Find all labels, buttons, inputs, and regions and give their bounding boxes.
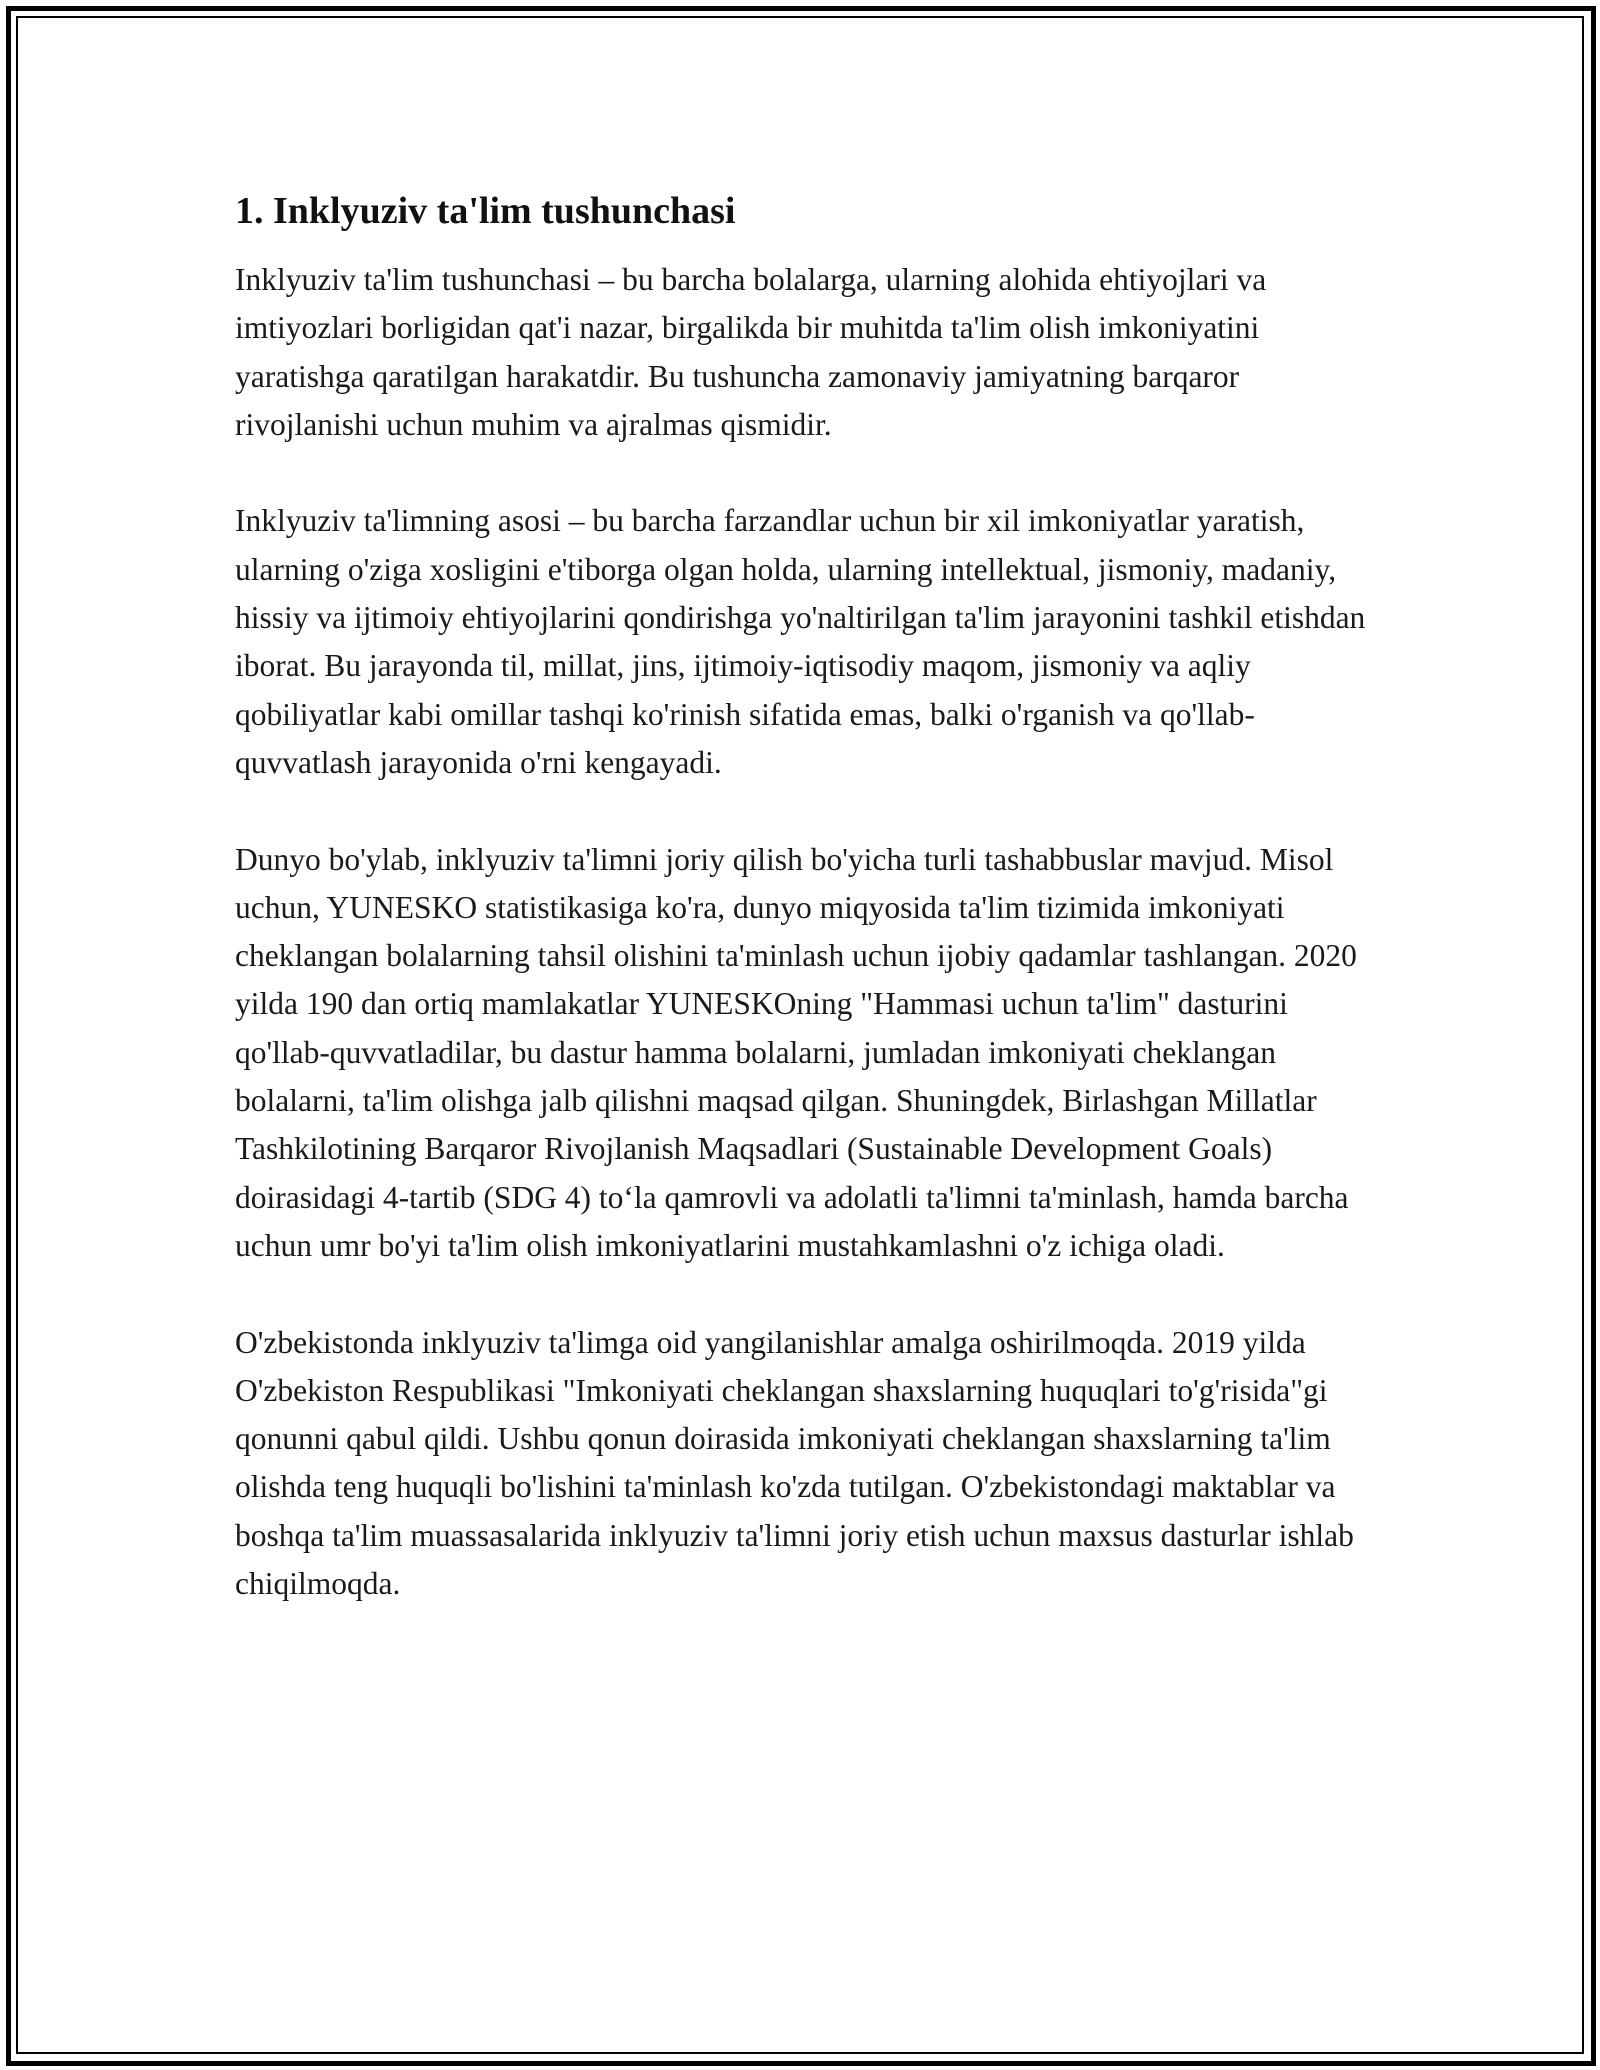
paragraph-definition: Inklyuziv ta'lim tushunchasi – bu barcha bolalarga, ularning alohida ehtiyojlari va imtiyozlari borligidan qat'i nazar, birgalikda bir muhitda ta'lim olish imkoniyatini yaratishga qaratilgan harakatdir. Bu tushuncha zamonaviy jamiyatning barqaror rivojlanishi uchun muhim va ajralmas qismidir. xyxy=(235,262,1267,442)
paragraph-uzbekistan: O'zbekistonda inklyuziv ta'limga oid yangilanishlar amalga oshirilmoqda. 2019 yilda O'zbekiston Respublikasi "Imkoniyati cheklangan shaxslarning huquqlari to'g'risida"gi qonunni qabul qildi. Ushbu qonun doirasida imkoniyati cheklangan shaxslarning ta'lim olishda teng huquqli bo'lishini ta'minlash ko'zda tutilgan. O'zbekistondagi maktablar va boshqa ta'lim muassasalarida inklyuziv ta'limni joriy etish uchun maxsus dasturlar ishlab chiqilmoqda. xyxy=(235,1324,1354,1602)
document-body xyxy=(235,186,1385,1657)
paragraph-global-initiatives: Dunyo bo'ylab, inklyuziv ta'limni joriy qilish bo'yicha turli tashabbuslar mavjud. Misol uchun, YUNESKO statistikasiga ko'ra, dunyo miqyosida ta'lim tizimida imkoniyati cheklangan bolalarning tahsil olishini ta'minlash uchun ijobiy qadamlar tashlangan. 2020 yilda 190 dan ortiq mamlakatlar YUNESKOning "Hammasi uchun ta'lim" dasturini qo'llab-quvvatladilar, bu dastur hamma bolalarni, jumladan imkoniyati cheklangan bolalarni, ta'lim olishga jalb qilishni maqsad qilgan. Shuningdek, Birlashgan Millatlar Tashkilotining Barqaror Rivojlanish Maqsadlari (Sustainable Development Goals) doirasidagi 4-tartib (SDG 4) to‘la qamrovli va adolatli ta'limni ta'minlash, hamda barcha uchun umr bo'yi ta'lim olish imkoniyatlarini mustahkamlashni o'z ichiga oladi. xyxy=(235,841,1357,1263)
paragraph-foundation: Inklyuziv ta'limning asosi – bu barcha farzandlar uchun bir xil imkoniyatlar yaratish, ularning o'ziga xosligini e'tiborga olgan holda, ularning intellektual, jismoniy, madaniy, hissiy va ijtimoiy ehtiyojlarini qondirishga yo'naltirilgan ta'lim jarayonini tashkil etishdan iborat. Bu jarayonda til, millat, jins, ijtimoiy-iqtisodiy maqom, jismoniy va aqliy qobiliyatlar kabi omillar tashqi ko'rinish sifatida emas, balki o'rganish va qo'llab-quvvatlash jarayonida o'rni kengayadi. xyxy=(235,503,1366,780)
section-heading: 1. Inklyuziv ta'lim tushunchasi xyxy=(235,190,736,232)
